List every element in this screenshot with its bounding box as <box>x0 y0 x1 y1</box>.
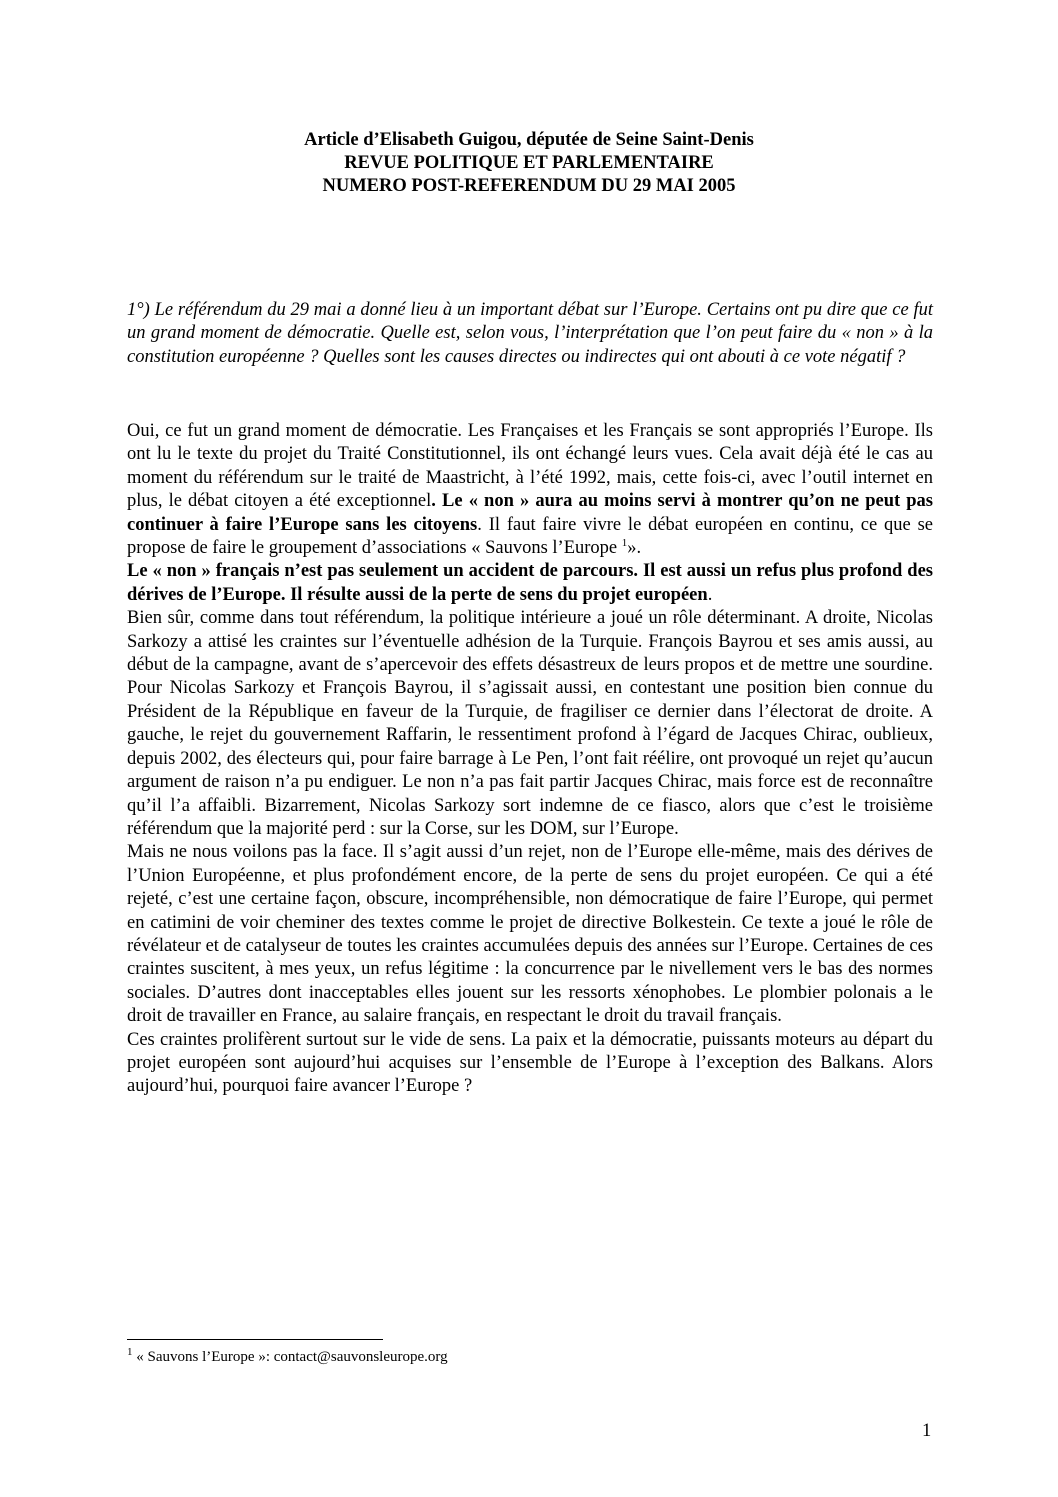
paragraph-4: Mais ne nous voilons pas la face. Il s’agit aussi d’un rejet, non de l’Europe elle-même, mais des dérives de l’Union Européenne, et plus profondément encore, de la perte de sens du projet européen. Ce qui a été rejeté, c’est une certaine façon, obscure, incompréhensible, non démocratique de faire l’Europe, qui permet en catimini de voir cheminer des textes comme le projet de directive Bolkestein. Ce texte a joué le rôle de révélateur et de catalyseur de toutes les craintes accumulées depuis des années sur l’Europe. Certaines de ces craintes suscitent, à mes yeux, un refus légitime : la concurrence par le nivellement vers le bas des normes sociales. D’autres dont inacceptables elles jouent sur les ressorts xénophobes. Le plombier polonais a le droit de travailler en France, au salaire français, en respectant le droit du travail français. <box>127 842 933 1027</box>
bold-statement: . Le « non » aura au moins servi à montrer qu’on ne peut pas continuer à faire l’Europe sans les citoyens <box>127 491 933 535</box>
document-header <box>0 129 1058 198</box>
footnote-number: 1 <box>127 1346 133 1358</box>
interview-question: 1°) Le référendum du 29 mai a donné lieu à un important débat sur l’Europe. Certains ont pu dire que ce fut un grand moment de démocratie. Quelle est, selon vous, l’interprétation que l’on peut faire du « non » à la constitution européenne ? Quelles sont les causes directes ou indirectes qui ont abouti à ce vote négatif ? <box>127 300 933 367</box>
paragraph-5: Ces craintes prolifèrent surtout sur le vide de sens. La paix et la démocratie, puissants moteurs au départ du projet européen sont aujourd’hui acquises sur l’ensemble de l’Europe à l’exception des Balkans. Alors aujourd’hui, pourquoi faire avancer l’Europe ? <box>127 1029 933 1097</box>
footnote-divider <box>127 1339 383 1340</box>
paragraph-1: Oui, ce fut un grand moment de démocratie. Les Françaises et les Français se sont appropriés l’Europe. Ils ont lu le texte du projet du Traité Constitutionnel, ils ont échangé leurs vues. Cela avait déjà été le cas au moment du référendum sur le traité de Maastricht, à l’été 1992, mais, cette fois-ci, avec l’outil internet en plus, le débat citoyen a été exceptionnel. Le « non » aura au moins servi à montrer qu’on ne peut pas continuer à faire l’Europe sans les citoyens. Il faut faire vivre le débat européen en continu, ce que se propose de faire le groupement d’associations « Sauvons l’Europe $^1$». <box>127 421 933 559</box>
footnote <box>127 1348 448 1366</box>
paragraph-3: Bien sûr, comme dans tout référendum, la politique intérieure a joué un rôle déterminant. A droite, Nicolas Sarkozy a attisé les craintes sur l’éventuelle adhésion de la Turquie. François Bayrou et ses amis aussi, au début de la campagne, avant de s’apercevoir des effets désastreux de leurs propos et de mettre une sourdine. Pour Nicolas Sarkozy et François Bayrou, il s’agissait aussi, en contestant une position bien connue du Président de la République en faveur de la Turquie, de fragiliser ce dernier dans l’électorat de droite. A gauche, le rejet du gouvernement Raffarin, le ressentiment profond à l’égard de Jacques Chirac, oublieux, depuis 2002, des électeurs qui, pour faire barrage à Le Pen, l’ont fait réélire, ont provoqué un rejet qu’aucun argument de raison n’a pu endiguer. Le non n’a pas fait partir Jacques Chirac, mais force est de reconnaître qu’il l’a affaibli. Bizarrement, Nicolas Sarkozy sort indemne de ce fiasco, alors que c’est le troisième référendum que la majorité perd : sur la Corse, sur les DOM, sur l’Europe. <box>127 608 933 839</box>
article-title: Article d’Elisabeth Guigou, députée de Seine Saint-Denis <box>304 130 754 150</box>
paragraph-2: Le « non » français n’est pas seulement un accident de parcours. Il est aussi un refus plus profond des dérives de l’Europe. Il résulte aussi de la perte de sens du projet européen. <box>127 561 933 605</box>
bold-thesis: Le « non » français n’est pas seulement un accident de parcours. Il est aussi un refus plus profond des dérives de l’Europe. Il résulte aussi de la perte de sens du projet européen <box>127 561 933 605</box>
footnote-ref[interactable]: 1 <box>621 536 628 549</box>
footnote-text: « Sauvons l’Europe »: contact@sauvonsleurope.org <box>132 1349 448 1365</box>
publication-name: REVUE POLITIQUE ET PARLEMENTAIRE <box>344 153 714 173</box>
page-number: 1 <box>922 1421 932 1441</box>
issue-title: NUMERO POST-REFERENDUM DU 29 MAI 2005 <box>322 176 736 196</box>
interview-answer <box>127 420 933 1099</box>
